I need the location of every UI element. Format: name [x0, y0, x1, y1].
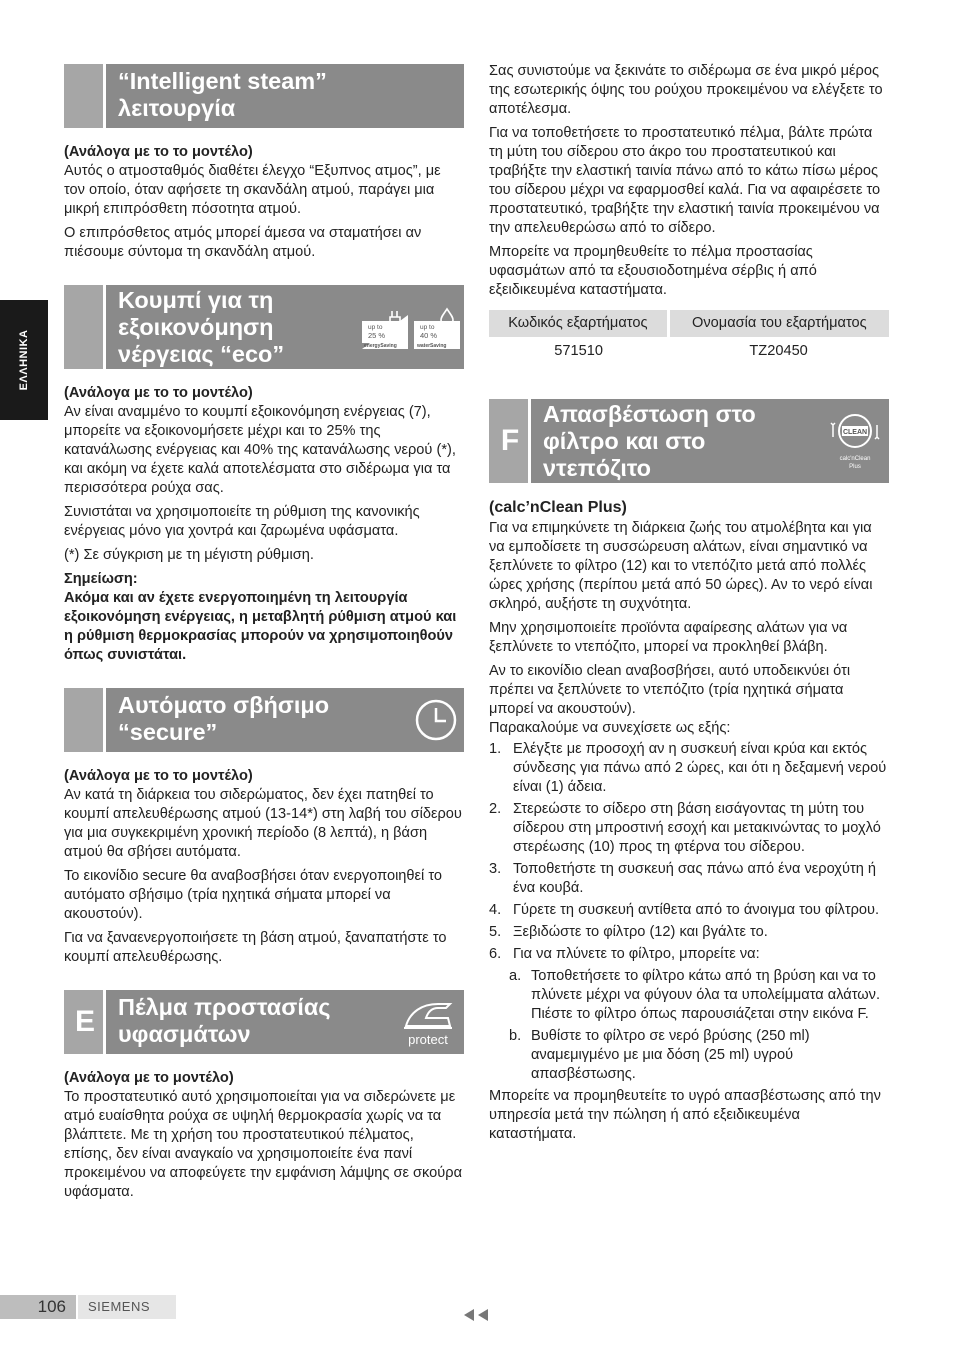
- table-header: Ονομασία του εξαρτήματος: [668, 310, 889, 337]
- list-item: 3. Τοποθετήστε τη συσκευή σας πάνω από ένα νεροχύτη ή ένα κουβά.: [489, 861, 876, 896]
- calc-clean-icon: [825, 409, 885, 475]
- paragraph: Αυτός ο ατμοσταθμός διαθέτει έλεγχο “Εξυπνος ατμος”, με τον οποίο, όταν αφήσετε τη σκανδάλη ατμού, παράγει μια μικρή επιπρόσθετη πόσοτητα ατμού.: [64, 163, 441, 217]
- paragraph: (*) Σε σύγκριση με τη μέγιστη ρύθμιση.: [64, 547, 314, 563]
- paragraph: Για να ξαναενεργοποιήσετε τη βάση ατμού, ξαναπατήστε το κουμπί απελευθέρωσης.: [64, 930, 447, 965]
- paragraph: Αν κατά τη διάρκεια του σιδερώματος, δεν έχει πατηθεί το κουμπί απελευθέρωσης ατμού (13-14*) στη λαβή του σίδερου για μια συγκεκριμένη χρονική περίοδο (8 λεπτά), η βάση ατμού θα σβήσει αυτόματα.: [64, 787, 462, 860]
- table-cell: TZ20450: [749, 343, 808, 359]
- right-column: [489, 62, 889, 1149]
- section-header-eco: [64, 285, 464, 369]
- svg-text:up to: up to: [420, 324, 435, 331]
- list-item: 2. Στερεώστε το σίδερο στη βάση εισάγοντας τη μύτη του σίδερου στη μπροστινή εσοχή και μετακινώντας το μοχλό στερέωσης (10) προς τη φτέρνα του σίδερου.: [489, 801, 881, 855]
- svg-text:Plus: Plus: [849, 464, 861, 470]
- section-subtitle: (Ανάλογα με το το μοντέλο): [64, 385, 253, 401]
- table-header-row: [489, 310, 889, 337]
- section-subtitle: (Ανάλογα με το το μοντέλο): [64, 144, 253, 160]
- accessory-table: [489, 310, 889, 365]
- section-subtitle: (Ανάλογα με το το μοντέλο): [64, 768, 253, 784]
- svg-text:protect: protect: [408, 1032, 448, 1047]
- section-title: Αυτόματο σβήσιμο “secure”: [118, 692, 330, 745]
- clock-icon: [414, 698, 458, 747]
- section-subtitle: (Ανάλογα με το μοντέλο): [64, 1070, 234, 1086]
- svg-text:CLEAN: CLEAN: [842, 429, 868, 436]
- water-saving-icon: [414, 307, 460, 349]
- paragraph: Αν το εικονίδιο clean αναβοσβήσει, αυτό υποδεικνύει ότι πρέπει να ξεπλύνετε το ντεπόζιτο (τρία ηχητικά σήματα μπορεί να ακουστούν).: [489, 663, 851, 717]
- note-label: Σημείωση:: [64, 571, 138, 587]
- section-title: Κουμπί για τη εξοικονόμηση νέργειας “eco”: [118, 287, 285, 367]
- section-header-steam: [64, 64, 464, 128]
- note-text: Ακόμα και αν έχετε ενεργοποιημένη τη λειτουργία εξοικονόμηση ενέργειας, η μεταβλητή ρύθμιση ατμού και η ρύθμιση θερμοκρασίας μπορούν να χρησιμοποιηθούν όπως συνιστάται.: [64, 590, 457, 663]
- svg-text:waterSaving: waterSaving: [417, 343, 447, 349]
- iron-protect-icon: [398, 996, 458, 1048]
- paragraph: Αν είναι αναμμένο το κουμπί εξοικονόμηση ενέργειας (7), μπορείτε να εξοικονομήσετε μέχρι και το 25% της κατανάλωσης ενέργειας και 40% της κατανάλωσης νερού (*), και ακόμη να έχετε καλά αποτελέσματα στο σιδέρωμα για τα περισσότερα ρούχα σας.: [64, 404, 456, 496]
- list-item: 5. Ξεβιδώστε το φίλτρο (12) και βγάλτε το.: [489, 924, 768, 940]
- paragraph: Μπορείτε να προμηθευθείτε το πέλμα προστασίας υφασμάτων από τα εξουσιοδοτημένα σέρβις ή από εξειδικευμένα καταστήματα.: [489, 244, 817, 298]
- section-subtitle: (calc’nClean Plus): [489, 499, 627, 516]
- energy-saving-icon: [362, 307, 408, 349]
- paragraph: Το προστατευτικό αυτό χρησιμοποιείται για να σιδερώνετε με ατμό ευαίσθητα ρούχα σε υψηλή θερμοκρασία χωρίς να τα βλάπτετε. Με τη χρήση του προστατευτικού πέλματος, επίσης, δεν είναι αναγκαίο να χρησιμοποιείτε ένα πανί προκειμένου να αποφεύγετε την εμφάνιση λάμψης σε σκούρα υφάσματα.: [64, 1089, 463, 1200]
- section-header-calc: [489, 399, 889, 483]
- table-row: [489, 337, 889, 365]
- paragraph: Το εικονίδιο secure θα αναβοσβήσει όταν ενεργοποιηθεί το αυτόματο σβήσιμο (τρία ηχητικά σήματα μπορεί να ακουστούν).: [64, 868, 443, 922]
- list-item: 4. Γύρετε τη συσκευή αντίθετα από το άνοιγμα του φίλτρου.: [489, 902, 880, 918]
- paragraph: Παρακαλούμε να συνεχίσετε ως εξής:: [489, 720, 731, 736]
- paragraph: Για να τοποθετήσετε το προστατευτικό πέλμα, βάλτε πρώτα τη μύτη του σίδερου στο άκρο του προστατευτικού και τραβήξτε την ελαστική ταινία πάνω από το κάτω πίσω μέρος του σίδερου μέχρι να εφαρμοσθεί καλά. Για να αφαιρέσετε το προστατευτικό, τραβήξτε την ελαστική ταινία προκειμένου να την απελευθερώσω από το σίδερο.: [489, 125, 881, 236]
- paragraph: Μην χρησιμοποιείτε προϊόντα αφαίρεσης αλάτων για να ξεπλύνετε το ντεπόζιτο, μπορεί να προκληθεί βλάβη.: [489, 620, 848, 655]
- language-tab: [0, 300, 48, 420]
- svg-text:40 %: 40 %: [420, 331, 438, 340]
- table-cell: 571510: [554, 343, 603, 359]
- list-item: 1. Ελέγξτε με προσοχή αν η συσκευή είναι κρύα και εκτός σύνδεσης για πάνω από 2 ώρες, και ότι η δεξαμενή νερού είναι (1) άδεια.: [489, 741, 887, 795]
- svg-text:25 %: 25 %: [368, 331, 386, 340]
- page-number: 106: [0, 1295, 76, 1319]
- paragraph: Σας συνιστούμε να ξεκινάτε το σιδέρωμα σε ένα μικρό μέρος της εσωτερικής όψης του ρούχου προκειμένου να ελέγξετε το αποτέλεσμα.: [489, 63, 883, 117]
- list-subitem: a. Τοποθετήσετε το φίλτρο κάτω από τη βρύση και να το πλύνετε μέχρι να φύγουν όλα τα υπολείμματα αλάτων. Πιέστε το φίλτρο όπως παρουσιάζεται στην εικόνα F.: [509, 968, 881, 1022]
- section-letter: E: [74, 1005, 95, 1038]
- list-subitem: b. Βυθίστε το φίλτρο σε νερό βρύσης (250 ml) αναμεμιγμένο με μια δόση (25 ml) υγρού απασβέστωσης.: [509, 1028, 810, 1082]
- section-title: Πέλμα προστασίας υφασμάτων: [118, 994, 331, 1047]
- svg-text:energySaving: energySaving: [364, 343, 397, 349]
- svg-text:calc'nClean: calc'nClean: [839, 456, 871, 462]
- svg-text:up to: up to: [368, 324, 383, 331]
- paragraph: Ο επιπρόσθετος ατμός μπορεί άμεσα να σταματήσει αν πιέσουμε σύντομα τη σκανδάλη ατμού.: [64, 225, 422, 260]
- section-title: Απασβέστωση στο φίλτρο και στο ντεπόζιτο: [543, 401, 756, 481]
- list-item: 6. Για να πλύνετε το φίλτρο, μπορείτε να:: [489, 946, 760, 962]
- brand-label: SIEMENS: [78, 1295, 176, 1319]
- section-header-protect: [64, 990, 464, 1054]
- back-arrows-icon[interactable]: [462, 1308, 490, 1327]
- section-letter: F: [500, 424, 520, 457]
- table-header: Κωδικός εξαρτήματος: [489, 310, 668, 337]
- section-title: “Intelligent steam” λειτουργία: [118, 68, 327, 121]
- steps-list: [489, 740, 889, 1084]
- paragraph: Μπορείτε να προμηθευτείτε το υγρό απασβέστωσης από την υπηρεσία μετά την πώληση ή από εξειδικευμένα καταστήματα.: [489, 1088, 881, 1142]
- left-column: [64, 64, 464, 1207]
- language-label: ΕΛΛΗΝΙΚΑ: [18, 329, 30, 391]
- paragraph: Για να επιμηκύνετε τη διάρκεια ζωής του ατμολέβητα και για να εμποδίσετε τη συσσώρευση αλάτων, είναι σημαντικό να ξεπλύνετε το φίλτρο (12) και το ντεπόζιτο μετά από πολλές ώρες χρήσης (περίπου μετά από 50 ώρες). Αν το νερό είναι σκληρό, αυξήστε τη συχνότητα.: [489, 520, 873, 612]
- paragraph: Συνιστάται να χρησιμοποιείτε τη ρύθμιση της κανονικής ενέργειας μόνο για χοντρά και ζαρωμένα υφάσματα.: [64, 504, 420, 539]
- section-header-secure: [64, 688, 464, 752]
